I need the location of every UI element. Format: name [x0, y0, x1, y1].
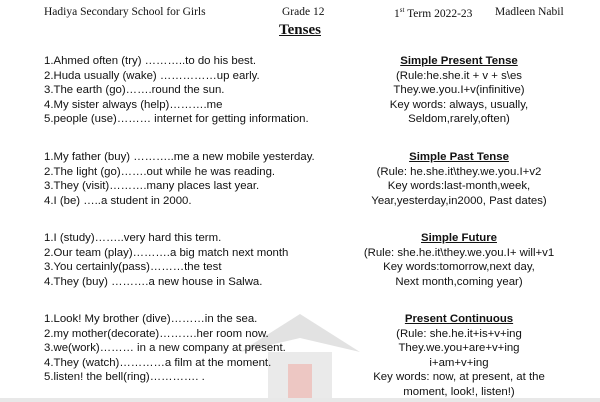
term-ordinal: st [399, 6, 405, 14]
exercise-item: 3.They (visit)……….many places last year. [44, 180, 260, 193]
exercise-list [44, 54, 354, 127]
rule-box [344, 231, 574, 289]
page-edge-shadow [0, 398, 600, 402]
rule-line: Key words:last-month,week, [387, 180, 531, 193]
rule-line: Key words: now, at present, at the [373, 371, 545, 384]
page-title: Tenses [279, 22, 321, 38]
exercise-item: 5.people (use)……… internet for getting information. [44, 113, 309, 126]
exercise-item: 3.we(work)……… in a new company at present. [44, 342, 286, 355]
rule-line: They.we.you.I+v(infinitive) [393, 84, 525, 97]
rule-box [344, 312, 574, 400]
exercise-item: 5.listen! the bell(ring)…………. . [44, 371, 205, 384]
exercise-item: 4.My sister always (help)……….me [44, 98, 223, 111]
exercise-item: 2.The light (go)…….out while he was reading. [44, 165, 276, 178]
exercise-item: 1.Look! My brother (dive)………in the sea. [44, 313, 258, 325]
rule-box [344, 150, 574, 208]
exercise-item: 1.Ahmed often (try) ………..to do his best. [44, 55, 257, 67]
teacher-name: Madleen Nabil [495, 6, 564, 18]
rule-box [344, 54, 574, 127]
rule-title: Simple Future [421, 232, 497, 244]
rule-line: moment, look!, listen!) [403, 385, 515, 398]
term-label [394, 6, 472, 20]
exercise-item: 2.my mother(decorate)……….her room now. [44, 327, 269, 340]
exercise-list [44, 231, 354, 289]
rule-title: Present Continuous [404, 313, 514, 325]
exercise-item: 2.Huda usually (wake) ……………up early. [44, 69, 260, 82]
rule-line: Key words: always, usually, [389, 98, 529, 111]
term-text: Term 2022-23 [404, 7, 473, 20]
rule-line: i+am+v+ing [429, 356, 489, 369]
rule-title: Simple Present Tense [400, 55, 518, 67]
rule-line: (Rule: she.he.it\they.we.you.I+ will+v1 [363, 246, 555, 259]
rule-title: Simple Past Tense [409, 151, 509, 163]
rule-line: They.we.you+are+v+ing [398, 342, 520, 355]
exercise-item: 4.They (buy) ……….a new house in Salwa. [44, 275, 263, 288]
exercise-item: 1.I (study)……..very hard this term. [44, 232, 222, 244]
exercise-item: 4.I (be) …..a student in 2000. [44, 194, 192, 207]
rule-line: Seldom,rarely,often) [408, 113, 510, 126]
rule-line: (Rule:he.she.it + v + s\es [396, 69, 522, 82]
rule-line: (Rule: she.he.it+is+v+ing [396, 327, 522, 340]
exercise-list [44, 312, 354, 385]
page-header [44, 6, 572, 20]
exercise-item: 2.Our team (play)……….a big match next month [44, 246, 289, 259]
exercise-item: 1.My father (buy) ………..me a new mobile yesterday. [44, 151, 315, 163]
rule-line: Key words:tomorrow,next day, [383, 261, 535, 274]
term-number: 1 [394, 7, 400, 20]
school-name: Hadiya Secondary School for Girls [44, 6, 206, 18]
exercise-item: 3.The earth (go)…….round the sun. [44, 84, 225, 97]
rule-line: (Rule: he.she.it\they.we.you.I+v2 [376, 165, 542, 178]
exercise-list [44, 150, 354, 208]
grade-label: Grade 12 [282, 6, 325, 18]
rule-line: Next month,coming year) [395, 275, 523, 288]
exercise-item: 3.You certainly(pass)………the test [44, 261, 222, 274]
exercise-item: 4.They (watch)…………a film at the moment. [44, 356, 272, 369]
rule-line: Year,yesterday,in2000, Past dates) [371, 194, 547, 207]
